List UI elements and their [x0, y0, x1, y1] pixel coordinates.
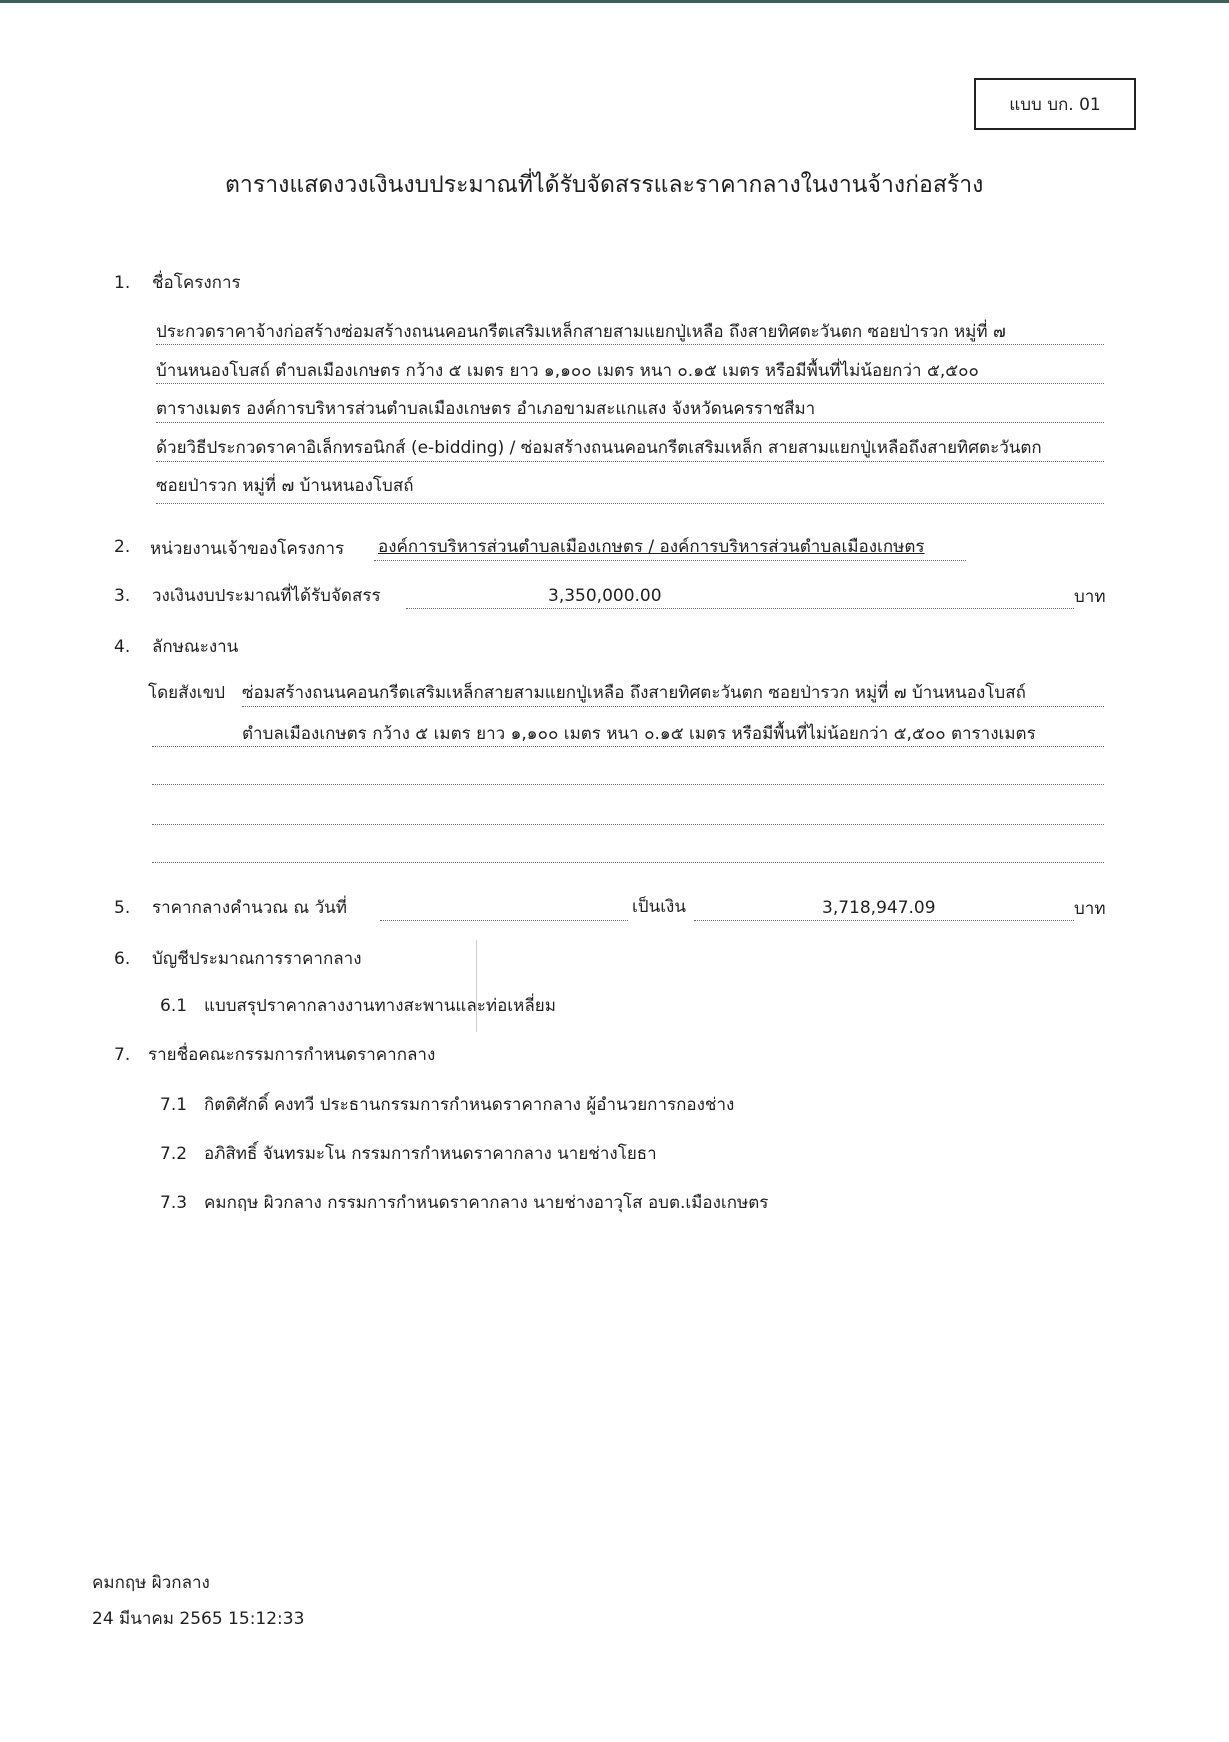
section-3-label: วงเงินงบประมาณที่ได้รับจัดสรร — [152, 586, 381, 606]
item-7-1-text: กิตติศักดิ์ คงทวี ประธานกรรมการกำหนดราคากลาง ผู้อำนวยการกองช่าง — [204, 1095, 735, 1115]
section-4-number: 4. — [114, 637, 131, 657]
section-4-label: ลักษณะงาน — [152, 637, 239, 657]
section-3-number: 3. — [114, 586, 131, 606]
item-7-3-number: 7.3 — [160, 1193, 188, 1213]
scan-artifact-line — [476, 940, 477, 1032]
section-5-label: ราคากลางคำนวณ ณ วันที่ — [152, 898, 347, 918]
item-7-2-text: อภิสิทธิ์ จันทรมะโน กรรมการกำหนดราคากลาง นายช่างโยธา — [204, 1144, 657, 1164]
reference-price-amount: 3,718,947.09 — [822, 898, 936, 918]
dotted-line — [694, 920, 1074, 921]
amount-label: เป็นเงิน — [632, 897, 686, 917]
dotted-line — [156, 503, 1104, 504]
project-name-line-1: ประกวดราคาจ้างก่อสร้างซ่อมสร้างถนนคอนกรีตเสริมเหล็กสายสามแยกปู่เหลือ ถึงสายทิศตะวันตก ซอยป่ารวก หมู่ที่ ๗ — [156, 322, 1006, 342]
project-name-line-4: ด้วยวิธีประกวดราคาอิเล็กทรอนิกส์ (e-bidding) / ซ่อมสร้างถนนคอนกรีตเสริมเหล็ก สายสามแยกปู่เหลือถึงสายทิศตะวันตก — [156, 438, 1042, 458]
dotted-line — [152, 824, 1104, 825]
item-6-1-text: แบบสรุปราคากลางงานทางสะพานและท่อเหลี่ยม — [204, 996, 556, 1016]
budget-unit: บาท — [1074, 587, 1106, 607]
project-name-line-2: บ้านหนองโบสถ์ ตำบลเมืองเกษตร กว้าง ๕ เมตร ยาว ๑,๑๐๐ เมตร หนา ๐.๑๕ เมตร หรือมีพื้นที่ไม่น้อยกว่า ๕,๕๐๐ — [156, 361, 979, 381]
dotted-line — [374, 560, 966, 561]
section-2-number: 2. — [114, 537, 131, 557]
dotted-line — [156, 383, 1104, 384]
section-1-number: 1. — [114, 273, 131, 293]
section-2-label: หน่วยงานเจ้าของโครงการ — [150, 539, 345, 559]
section-6-number: 6. — [114, 949, 131, 969]
form-code: แบบ บก. 01 — [1009, 94, 1101, 115]
dotted-line — [406, 608, 1074, 609]
footer-name: คมกฤษ ผิวกลาง — [92, 1573, 210, 1593]
section-1-label: ชื่อโครงการ — [152, 273, 241, 293]
owner-agency-value: องค์การบริหารส่วนตำบลเมืองเกษตร / องค์การบริหารส่วนตำบลเมืองเกษตร — [378, 537, 925, 557]
dotted-line — [152, 862, 1104, 863]
project-name-line-3: ตารางเมตร องค์การบริหารส่วนตำบลเมืองเกษตร อำเภอขามสะแกแสง จังหวัดนครราชสีมา — [156, 399, 816, 419]
budget-amount: 3,350,000.00 — [548, 586, 662, 606]
dotted-line — [380, 920, 628, 921]
section-6-label: บัญชีประมาณการราคากลาง — [152, 949, 362, 969]
top-edge-line — [0, 0, 1229, 3]
section-7-label: รายชื่อคณะกรรมการกำหนดราคากลาง — [148, 1045, 436, 1065]
reference-price-unit: บาท — [1074, 899, 1106, 919]
footer-timestamp: 24 มีนาคม 2565 15:12:33 — [92, 1609, 305, 1629]
dotted-line — [156, 422, 1104, 423]
work-description-line-1: ซ่อมสร้างถนนคอนกรีตเสริมเหล็กสายสามแยกปู่เหลือ ถึงสายทิศตะวันตก ซอยป่ารวก หมู่ที่ ๗ บ้านหนองโบสถ์ — [242, 683, 1026, 703]
item-6-1-number: 6.1 — [160, 996, 188, 1016]
section-4-sublabel: โดยสังเขป — [148, 683, 226, 703]
dotted-line — [152, 746, 1104, 747]
section-7-number: 7. — [114, 1045, 131, 1065]
item-7-2-number: 7.2 — [160, 1144, 188, 1164]
dotted-line — [156, 344, 1104, 345]
document-title: ตารางแสดงวงเงินงบประมาณที่ได้รับจัดสรรและราคากลางในงานจ้างก่อสร้าง — [225, 172, 984, 198]
item-7-1-number: 7.1 — [160, 1095, 188, 1115]
project-name-line-5: ซอยป่ารวก หมู่ที่ ๗ บ้านหนองโบสถ์ — [156, 476, 414, 496]
dotted-line — [152, 784, 1104, 785]
dotted-line — [156, 461, 1104, 462]
work-description-line-2: ตำบลเมืองเกษตร กว้าง ๕ เมตร ยาว ๑,๑๐๐ เมตร หนา ๐.๑๕ เมตร หรือมีพื้นที่ไม่น้อยกว่า ๕,๕๐๐ ตารางเมตร — [242, 724, 1036, 744]
form-code-box — [974, 78, 1136, 130]
dotted-line — [242, 706, 1104, 707]
section-5-number: 5. — [114, 898, 131, 918]
item-7-3-text: คมกฤษ ผิวกลาง กรรมการกำหนดราคากลาง นายช่างอาวุโส อบต.เมืองเกษตร — [204, 1193, 769, 1213]
